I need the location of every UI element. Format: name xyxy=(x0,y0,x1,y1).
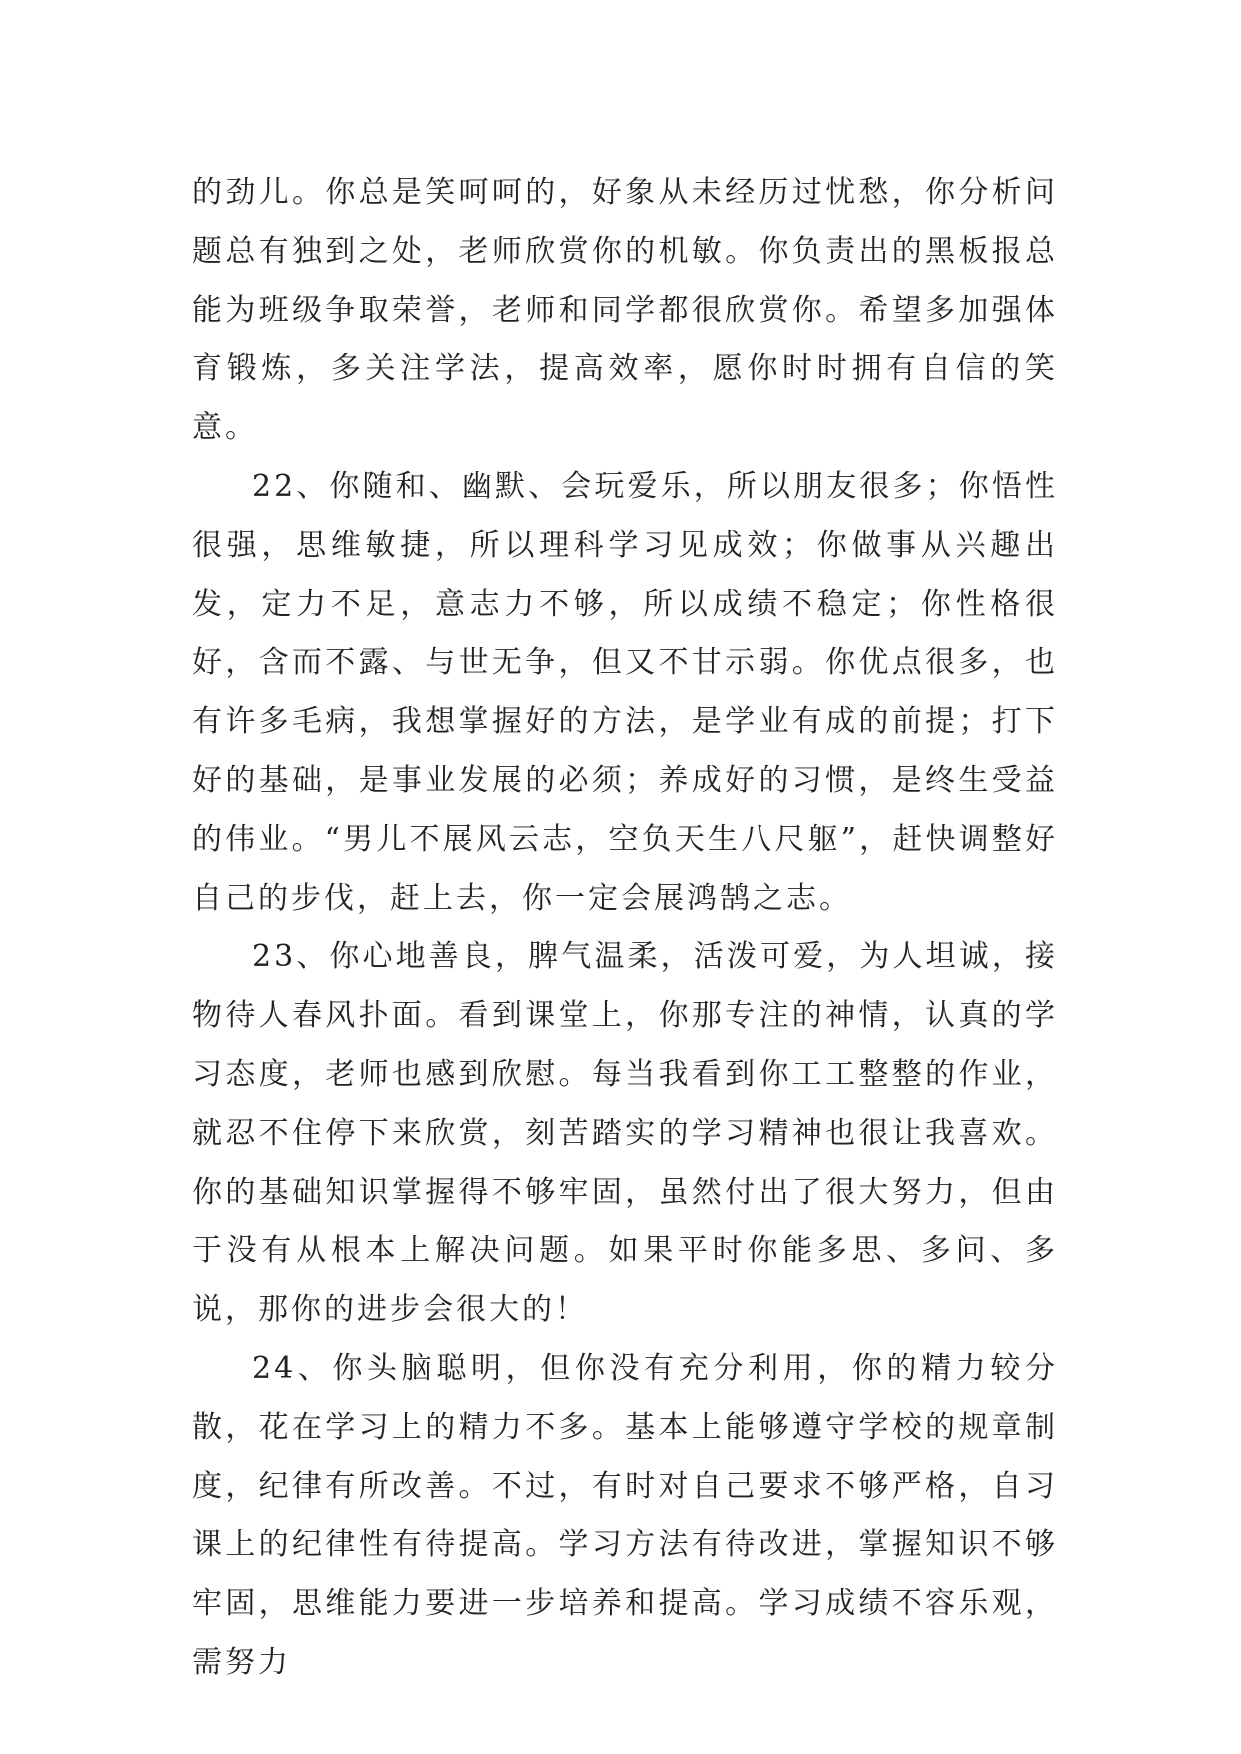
paragraph-24: 24、你头脑聪明，但你没有充分利用，你的精力较分散，花在学习上的精力不多。基本上能够遵守学校的规章制度，纪律有所改善。不过，有时对自己要求不够严格，自习课上的纪律性有待提高。学习方法有待改进，掌握知识不够牢固，思维能力要进一步培养和提高。学习成绩不容乐观，需努力 xyxy=(192,1350,1058,1680)
paragraph-continuation: 的劲儿。你总是笑呵呵的，好象从未经历过忧愁，你分析问题总有独到之处，老师欣赏你的机敏。你负责出的黑板报总能为班级争取荣誉，老师和同学都很欣赏你。希望多加强体育锻炼，多关注学法，提高效率，愿你时时拥有自信的笑意。 xyxy=(192,175,1058,446)
paragraph-22: 22、你随和、幽默、会玩爱乐，所以朋友很多；你悟性很强，思维敏捷，所以理科学习见成效；你做事从兴趣出发，定力不足，意志力不够，所以成绩不稳定；你性格很好，含而不露、与世无争，但又不甘示弱。你优点很多，也有许多毛病，我想掌握好的方法，是学业有成的前提；打下好的基础，是事业发展的必须；养成好的习惯，是终生受益的伟业。“男儿不展风云志，空负天生八尺躯”，赶快调整好自己的步伐，赶上去，你一定会展鸿鹄之志。 xyxy=(192,468,1058,916)
paragraph-23: 23、你心地善良，脾气温柔，活泼可爱，为人坦诚，接物待人春风扑面。看到课堂上，你那专注的神情，认真的学习态度，老师也感到欣慰。每当我看到你工工整整的作业，就忍不住停下来欣赏，刻苦踏实的学习精神也很让我喜欢。你的基础知识掌握得不够牢固，虽然付出了很大努力，但由于没有从根本上解决问题。如果平时你能多思、多问、多说，那你的进步会很大的！ xyxy=(192,939,1058,1328)
document-body xyxy=(192,164,1058,1693)
